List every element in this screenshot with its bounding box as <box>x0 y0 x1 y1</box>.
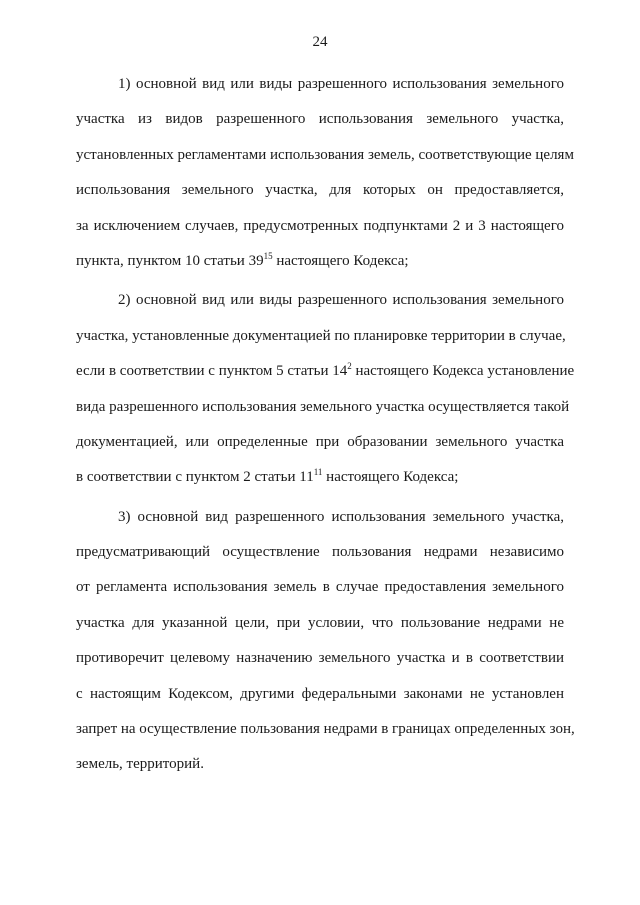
text-line: вида разрешенного использования земельного участка осуществляется такой <box>76 398 570 415</box>
text-line: от регламента использования земель в случае предоставления земельного <box>76 579 564 596</box>
text-fragment: настоящего Кодекса; <box>322 469 459 486</box>
text-line: запрет на осуществление пользования недрами в границах определенных зон, <box>76 721 575 738</box>
text-fragment: в соответствии с пунктом 2 статьи 11 <box>76 469 314 486</box>
paragraph-3 <box>76 500 575 783</box>
superscript: 2 <box>347 361 352 372</box>
text-line: использования земельного участка, для которых он предоставляется, <box>76 182 564 199</box>
text-line: документацией, или определенные при образовании земельного участка <box>76 433 564 450</box>
text-line: 2) основной вид или виды разрешенного использования земельного <box>118 292 564 309</box>
text-line: противоречит целевому назначению земельного участка и в соответствии <box>76 650 564 667</box>
superscript: 11 <box>313 467 323 478</box>
paragraph-2 <box>76 283 575 495</box>
text-line: за исключением случаев, предусмотренных подпунктами 2 и 3 настоящего <box>76 217 564 234</box>
paragraph-1 <box>76 67 574 279</box>
text-line: участка из видов разрешенного использования земельного участка, <box>76 111 564 128</box>
text-line: земель, территорий. <box>76 756 204 773</box>
text-line <box>76 354 575 389</box>
text-line: 3) основной вид разрешенного использования земельного участка, <box>118 508 564 525</box>
text-line: предусматривающий осуществление пользования недрами независимо <box>76 544 564 561</box>
text-line <box>76 460 564 495</box>
text-line: 1) основной вид или виды разрешенного использования земельного <box>118 76 564 92</box>
document-body <box>76 67 575 787</box>
text-line: с настоящим Кодексом, другими федеральными законами не установлен <box>76 685 564 702</box>
text-fragment: пункта, пунктом 10 статьи 39 <box>76 252 264 269</box>
text-fragment: если в соответствии с пунктом 5 статьи 14 <box>76 363 348 380</box>
text-line: участка для указанной цели, при условии, что пользование недрами не <box>76 614 564 631</box>
text-line: установленных регламентами использования земель, соответствующие целям <box>76 146 574 163</box>
text-fragment: настоящего Кодекса установление <box>351 363 575 380</box>
text-fragment: настоящего Кодекса; <box>272 252 409 269</box>
text-line <box>76 244 564 279</box>
text-line: участка, установленные документацией по планировке территории в случае, <box>76 327 566 344</box>
page-number: 24 <box>312 34 328 50</box>
superscript: 15 <box>263 250 273 261</box>
